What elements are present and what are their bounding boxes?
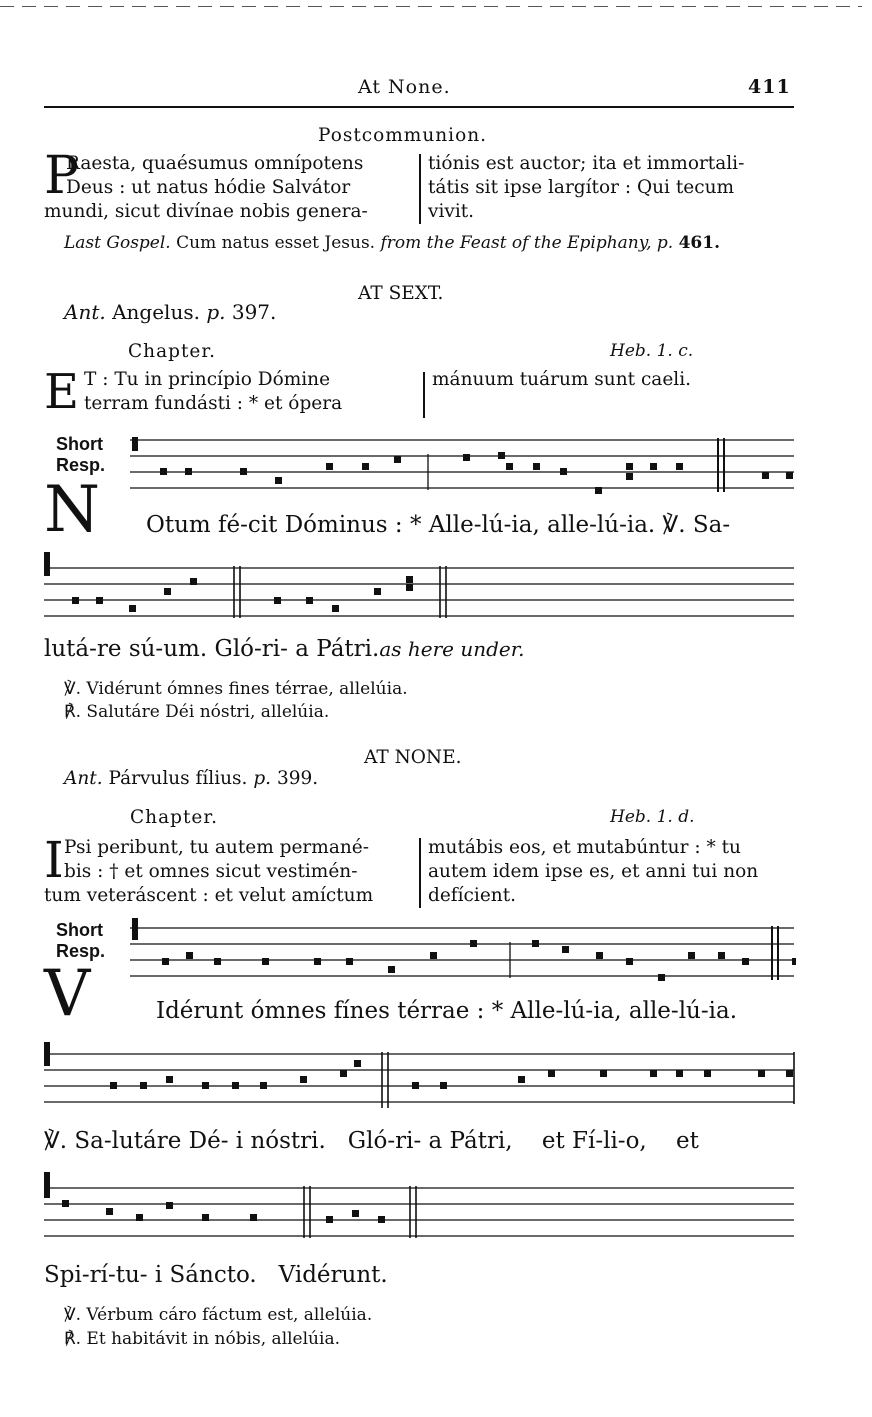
chant-initial-n: N — [44, 473, 100, 547]
text-line: mundi, sicut divínae nobis genera- — [44, 201, 368, 222]
chant-staff — [130, 432, 794, 496]
text-line: tátis sit ipse largítor : Qui tecum — [428, 177, 735, 198]
ant-page: 397. — [231, 300, 277, 324]
text-line: bis : † et omnes sicut vestimén- — [64, 861, 358, 882]
postcommunion-left — [44, 146, 412, 224]
sext-chapter-ref: Heb. 1. c. — [610, 341, 694, 361]
text-line: Psi peribunt, tu autem permané- — [64, 837, 369, 858]
last-gospel-ref: from the Feast of the Epiphany, p. — [380, 233, 674, 253]
chant-lyrics: Spi-rí-tu- i Sáncto. Vidérunt. — [44, 1262, 388, 1288]
short-label: Short — [56, 434, 103, 454]
chant-staff — [44, 552, 794, 624]
clef — [132, 918, 138, 940]
postcommunion-heading: Postcommunion. — [318, 125, 488, 146]
short-label: Short — [56, 920, 103, 940]
none-heading: AT NONE. — [364, 747, 462, 768]
text-line: Deus : ut natus hódie Salvátor — [66, 177, 351, 198]
last-gospel-page: 461. — [678, 233, 720, 253]
chant-lyrics: Idérunt ómnes fínes térrae : * Alle-lú-ia, alle-lú-ia. — [156, 998, 738, 1024]
sext-chapter-right — [432, 368, 732, 392]
chant-initial-v: V — [44, 957, 91, 1031]
short-resp-label — [56, 920, 105, 962]
chant-staff — [44, 1042, 794, 1114]
clef — [44, 1172, 50, 1198]
chant-lyrics: ℣. Sa-lutáre Dé- i nóstri. Gló-ri- a Pátri, et Fí-li-o, et — [44, 1128, 699, 1154]
none-chapter-ref: Heb. 1. d. — [610, 807, 695, 827]
ant-p: p. — [253, 768, 272, 789]
lyric-text: lutá-re sú-um. Gló-ri- a Pátri. — [44, 636, 380, 662]
none-antiphon — [64, 768, 318, 789]
chant-staff — [130, 918, 794, 986]
none-chapter-left — [44, 831, 412, 908]
neumes — [72, 576, 413, 612]
text-line: autem idem ipse es, et anni tui non — [428, 861, 759, 882]
sext-chapter-left — [84, 368, 412, 416]
running-title: At None. — [358, 76, 451, 98]
lyric-note: as here under. — [379, 637, 525, 661]
last-gospel — [64, 232, 720, 254]
chant-lyrics — [44, 636, 524, 662]
ant-label: Ant. — [64, 300, 106, 324]
chant-lyrics: Otum fé-cit Dóminus : * Alle-lú-ia, alle-lú-ia. ℣. Sa- — [146, 512, 731, 538]
ant-page: 399. — [276, 768, 319, 789]
resp-label: Resp. — [56, 941, 106, 961]
column-divider — [419, 838, 421, 908]
column-divider — [423, 372, 425, 418]
ant-text: Angelus. — [112, 300, 200, 324]
drop-cap-i: I — [44, 831, 64, 889]
clef — [44, 552, 50, 576]
none-versicle: ℣. Vérbum cáro fáctum est, allelúia. — [64, 1305, 373, 1325]
clef — [132, 437, 138, 451]
ant-text: Párvulus fílius. — [108, 768, 248, 789]
neumes — [110, 1060, 793, 1089]
resp-label: Resp. — [56, 455, 106, 475]
text-line: tiónis est auctor; ita et immortali- — [428, 153, 745, 174]
text-line: vivit. — [428, 201, 475, 222]
drop-cap-e: E — [44, 364, 80, 420]
postcommunion-right — [428, 152, 794, 224]
none-chapter: Chapter. — [130, 807, 219, 828]
drop-cap-p: P — [44, 146, 79, 206]
none-response: ℟. Et habitávit in nóbis, allelúia. — [64, 1329, 340, 1349]
last-gospel-text: Cum natus esset Jesus. — [176, 233, 376, 253]
text-line: terram fundásti : * et ópera — [84, 393, 343, 414]
last-gospel-label: Last Gospel. — [64, 233, 171, 253]
sext-response: ℟. Salutáre Déi nóstri, allelúia. — [64, 702, 330, 722]
top-border — [0, 6, 862, 7]
chant-staff — [44, 1172, 794, 1244]
text-line: mánuum tuárum sunt caeli. — [432, 369, 691, 390]
ant-p: p. — [206, 300, 226, 324]
short-resp-label — [56, 434, 105, 476]
page-number: 411 — [748, 76, 791, 98]
ant-label: Ant. — [64, 768, 103, 789]
text-line: T : Tu in princípio Dómine — [84, 369, 331, 390]
sext-antiphon — [64, 300, 276, 324]
text-line: Raesta, quaésumus omnípotens — [66, 153, 364, 174]
text-line: defícient. — [428, 885, 517, 906]
sext-chapter: Chapter. — [128, 341, 217, 362]
clef — [44, 1042, 50, 1066]
column-divider — [419, 154, 421, 224]
sext-heading: AT SEXT. — [358, 283, 444, 304]
text-line: mutábis eos, et mutabúntur : * tu — [428, 837, 741, 858]
none-chapter-right — [428, 836, 794, 908]
sext-versicle: ℣. Vidérunt ómnes fines térrae, allelúia. — [64, 679, 408, 699]
text-line: tum veteráscent : et velut amíctum — [44, 885, 374, 906]
header-rule — [44, 106, 794, 108]
